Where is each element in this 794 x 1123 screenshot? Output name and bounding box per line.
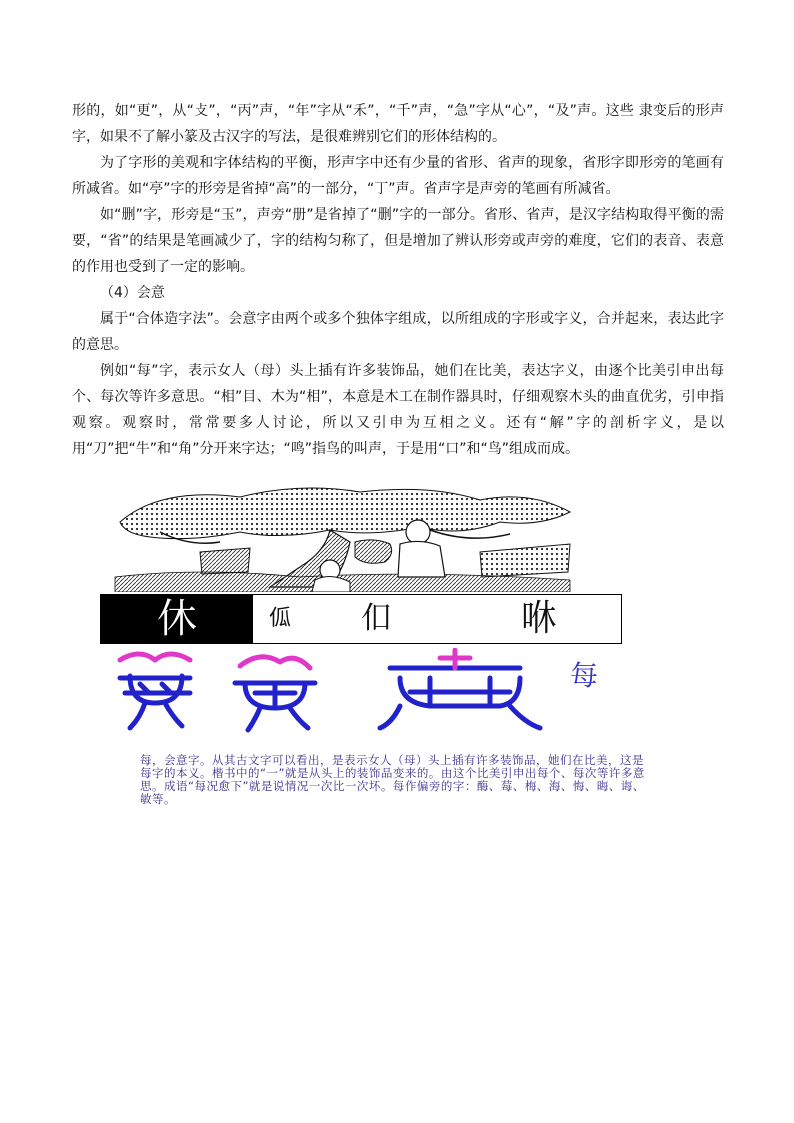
xiu-variant-glyph-1: 𠇗 xyxy=(269,606,292,631)
paragraph-shan-example: 如“删”字，形旁是“玉”，声旁“册”是省掉了“删”字的一部分。省形、省声，是汉字结构取得平衡的需要，“省”的结果是笔画减少了，字的结构匀称了，但是增加了辨认形旁或声旁的难度，它们的表音、表意的作用也受到了一定的影响。 xyxy=(72,207,724,275)
resting-under-tree-illustration xyxy=(100,482,620,592)
paragraph-huiyi-definition: 属于“合体造字法”。会意字由两个或多个独体字组成，以所组成的字形或字义，合并起来，表达此字的意思。 xyxy=(72,311,724,353)
document-body xyxy=(72,98,724,462)
mei-ancient-forms xyxy=(100,648,648,738)
xiu-kaishu-glyph: 休 xyxy=(101,595,253,643)
mei-character-figure xyxy=(100,482,648,806)
mei-modern-character: 每 xyxy=(570,659,599,692)
paragraph-shengxing-shengsheng: 为了字形的美观和字体结构的平衡，形声字中还有少量的省形、省声的现象，省形字即形旁的笔画有所减省。如“亭”字的形旁是省掉“高”的一部分，“丁”声。省声字是声旁的笔画有所减省。 xyxy=(72,155,724,197)
paragraph-mei-example: 例如“每”字，表示女人（母）头上插有许多装饰品，她们在比美，表达字义，由逐个比美引申出每个、每次等许多意思。“相”目、木为“相”，本意是木工在制作器具时，仔细观察木头的曲直优劣，引申指观察。观察时，常常要多人讨论，所以又引申为互相之义。还有“解”字的剖析字义，是以用“刀”把“牛”和“角”分开来字达；“鸣”指鸟的叫声，于是用“口”和“鸟”组成而成。 xyxy=(72,363,724,457)
mei-figure-caption: 每，会意字。从其古文字可以看出，是表示女人（母）头上插有许多装饰品，她们在比美，这是每字的本义。楷书中的“一”就是从头上的装饰品变来的。由这个比美引申出每个、每次等许多意思。成语“每况愈下”就是说情况一次比一次坏。每作偏旁的字：酶、莓、梅、海、悔、晦、诲、敏等。 xyxy=(140,752,645,806)
xiu-variant-glyph-3: 咻 xyxy=(521,598,558,639)
xiu-character-forms-strip xyxy=(100,594,622,644)
paragraph-xingsheng-examples: 形的，如“更”，从“攴”，“丙”声，“年”字从“禾”，“千”声，“急”字从“心”，“及”声。这些 隶变后的形声字，如果不了解小篆及古汉字的写法，是很难辨别它们的形体结构的。 xyxy=(72,103,724,145)
section-heading-huiyi: （4）会意 xyxy=(100,285,165,301)
xiu-variant-glyph-2: 㐰 xyxy=(361,601,391,636)
